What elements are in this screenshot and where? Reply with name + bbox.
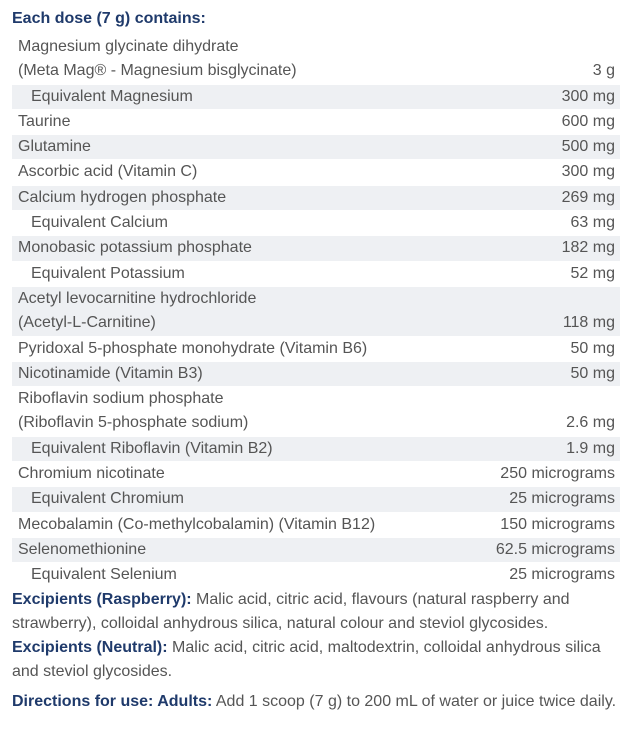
ingredient-amount: 50 mg [461,336,620,361]
ingredient-name: Monobasic potassium phosphate [12,236,461,261]
table-row [12,135,620,160]
dose-heading: Each dose (7 g) contains: [12,10,206,27]
ingredient-name: Equivalent Riboflavin (Vitamin B2) [12,436,461,461]
ingredient-name: Equivalent Potassium [12,261,461,286]
table-row [12,537,620,562]
table-row [12,387,620,437]
table-row [12,211,620,236]
table-row [12,261,620,286]
ingredient-name: Taurine [12,109,461,134]
table-row [12,160,620,185]
table-row [12,109,620,134]
table-row [12,35,620,84]
ingredient-name: Mecobalamin (Co-methylcobalamin) (Vitamin B12) [12,512,461,537]
ingredient-name: Chromium nicotinate [12,462,461,487]
excipients-raspberry-label: Excipients (Raspberry): [12,591,192,608]
ingredient-amount: 150 micrograms [461,512,620,537]
ingredient-name: Selenomethionine [12,537,461,562]
ingredient-name: Equivalent Magnesium [12,84,461,109]
ingredient-name: Equivalent Calcium [12,211,461,236]
ingredient-amount: 2.6 mg [461,387,620,437]
ingredient-amount: 1.9 mg [461,436,620,461]
excipients-neutral [12,636,620,684]
ingredient-amount: 600 mg [461,109,620,134]
ingredient-name: Ascorbic acid (Vitamin C) [12,160,461,185]
ingredient-name: Equivalent Selenium [12,563,461,588]
ingredient-amount: 182 mg [461,236,620,261]
ingredient-name: Pyridoxal 5-phosphate monohydrate (Vitamin B6) [12,336,461,361]
ingredient-amount: 269 mg [461,185,620,210]
directions-for-use [12,690,620,714]
ingredients-table [12,35,620,589]
table-row [12,563,620,588]
excipients-neutral-label: Excipients (Neutral): [12,639,168,656]
directions-text: Add 1 scoop (7 g) to 200 mL of water or juice twice daily. [212,693,617,710]
ingredient-amount: 250 micrograms [461,462,620,487]
excipients-raspberry-text: Malic acid, citric acid, flavours (natural raspberry and strawberry), colloidal anhydrous silica, natural colour and steviol glycosides. [12,591,570,632]
table-row [12,462,620,487]
table-row [12,436,620,461]
ingredient-name: Glutamine [12,135,461,160]
table-row [12,512,620,537]
table-row [12,336,620,361]
ingredient-amount: 3 g [461,35,620,84]
ingredient-amount: 50 mg [461,361,620,386]
table-row [12,236,620,261]
ingredient-amount: 300 mg [461,160,620,185]
ingredient-amount: 25 micrograms [461,487,620,512]
ingredient-name: Magnesium glycinate dihydrate (Meta Mag® - Magnesium bisglycinate) [12,35,461,84]
excipients-neutral-text: Malic acid, citric acid, maltodextrin, colloidal anhydrous silica and steviol glycosides. [12,639,601,680]
ingredient-name: Equivalent Chromium [12,487,461,512]
table-row [12,84,620,109]
table-row [12,185,620,210]
ingredient-amount: 300 mg [461,84,620,109]
ingredient-amount: 118 mg [461,286,620,336]
ingredient-amount: 63 mg [461,211,620,236]
ingredient-name: Acetyl levocarnitine hydrochloride (Acetyl-L-Carnitine) [12,286,461,336]
table-row [12,361,620,386]
directions-label: Directions for use: [12,693,154,710]
ingredient-amount: 25 micrograms [461,563,620,588]
excipients-raspberry [12,588,620,636]
ingredient-amount: 500 mg [461,135,620,160]
directions-audience: Adults: [153,693,213,710]
ingredient-name: Nicotinamide (Vitamin B3) [12,361,461,386]
table-row [12,487,620,512]
ingredient-name: Calcium hydrogen phosphate [12,185,461,210]
ingredient-amount: 62.5 micrograms [461,537,620,562]
table-row [12,286,620,336]
ingredient-amount: 52 mg [461,261,620,286]
ingredient-name: Riboflavin sodium phosphate (Riboflavin 5-phosphate sodium) [12,387,461,437]
